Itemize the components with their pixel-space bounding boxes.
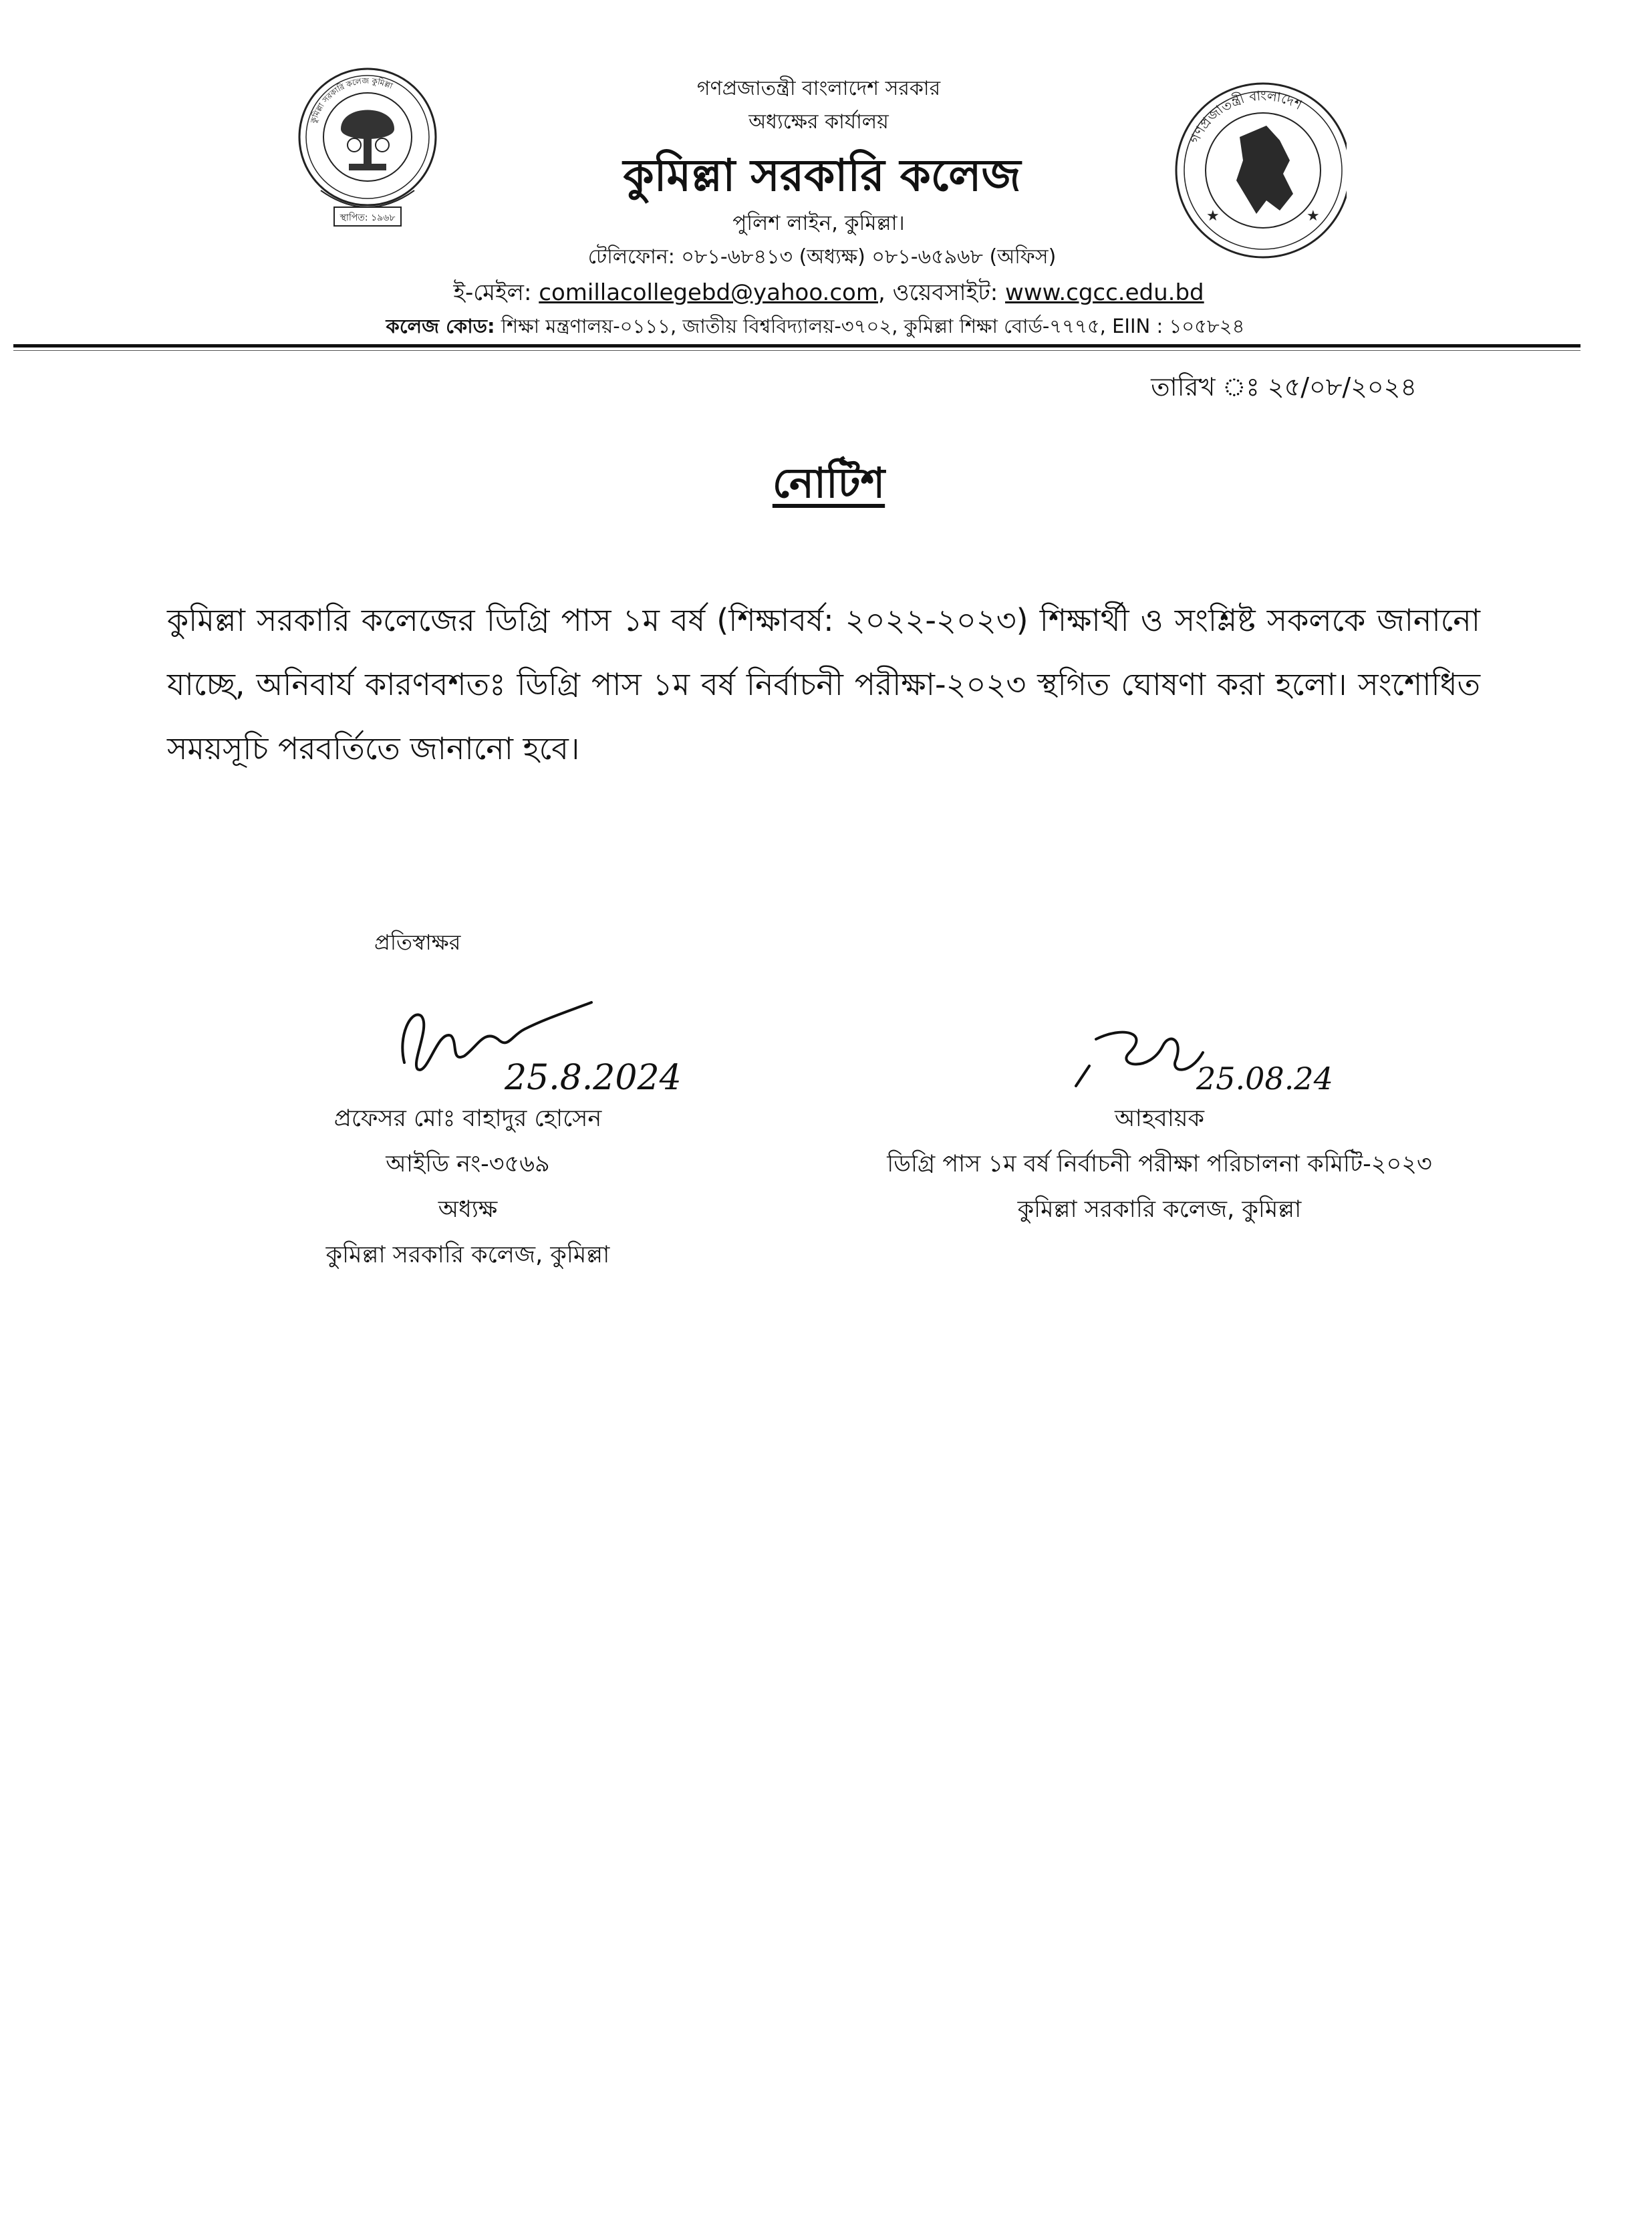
- signatory-right-designation: আহবায়ক: [1115, 1105, 1204, 1132]
- seal-ring-text: গণপ্রজাতন্ত্রী বাংলাদেশ: [1186, 87, 1305, 146]
- college-codes: [294, 311, 1337, 344]
- signature-right-date: 25.08.24: [1196, 1061, 1333, 1097]
- codes-label: কলেজ কোড:: [386, 315, 495, 337]
- college-address: পুলিশ লাইন, কুমিল্লা।: [732, 211, 905, 235]
- notice-title: নোটিশ: [772, 458, 885, 507]
- signatory-right-institution: কুমিল্লা সরকারি কলেজ, কুমিল্লা: [1017, 1196, 1302, 1223]
- email-link[interactable]: comillacollegebd@yahoo.com: [539, 279, 878, 306]
- college-seal-icon: [294, 63, 441, 237]
- codes-text: শিক্ষা মন্ত্রণালয়-০১১১, জাতীয় বিশ্ববিদ্যালয়-৩৭০২, কুমিল্লা শিক্ষা বোর্ড-৭৭৭৫, EIIN : ১০৫৮২৪: [495, 315, 1245, 337]
- header-divider-thin: [13, 350, 1580, 351]
- website-label: , ওয়েবসাইট:: [877, 279, 998, 306]
- signatory-left-id: আইডি নং-৩৫৬৯: [386, 1151, 550, 1177]
- college-phone: টেলিফোন: ০৮১-৬৮৪১৩ (অধ্যক্ষ) ০৮১-৬৫৯৬৮ (অফিস): [587, 245, 1057, 269]
- website-link[interactable]: www.cgcc.edu.bd: [1005, 279, 1204, 306]
- countersign-label: প্রতিস্বাক্ষর: [374, 930, 461, 955]
- signatory-right: [822, 1096, 1497, 1232]
- svg-text:★: ★: [1306, 208, 1320, 225]
- header-divider: [13, 344, 1580, 348]
- signature-left-date: 25.8.2024: [505, 1058, 682, 1098]
- signatory-left: [254, 1096, 682, 1278]
- signatory-right-committee: ডিগ্রি পাস ১ম বর্ষ নির্বাচনী পরীক্ষা পরিচালনা কমিটি-২০২৩: [887, 1151, 1432, 1177]
- signatory-left-institution: কুমিল্লা সরকারি কলেজ, কুমিল্লা: [325, 1242, 610, 1268]
- svg-text:★: ★: [1206, 208, 1220, 225]
- signatory-left-designation: অধ্যক্ষ: [438, 1196, 498, 1223]
- notice-date: তারিখ ঃ ২৫/০৮/২০২৪: [1151, 372, 1417, 402]
- govt-heading: গণপ্রজাতন্ত্রী বাংলাদেশ সরকার: [696, 77, 941, 100]
- contact-line: [374, 275, 1283, 313]
- seal-ring-text: কুমিল্লা সরকারি কলেজ কুমিল্লা: [308, 76, 394, 125]
- signature-left: [391, 989, 738, 1109]
- seal-established-text: স্থাপিত: ১৯৬৮: [339, 213, 396, 223]
- office-heading: অধ্যক্ষের কার্যালয়: [748, 110, 889, 134]
- signatory-left-name: প্রফেসর মোঃ বাহাদুর হোসেন: [333, 1105, 602, 1132]
- bangladesh-govt-seal-icon: [1166, 74, 1347, 267]
- college-name: কুমিল্লা সরকারি কলেজ: [623, 150, 1021, 201]
- notice-body-text: কুমিল্লা সরকারি কলেজের ডিগ্রি পাস ১ম বর্ষ (শিক্ষাবর্ষ: ২০২২-২০২৩) শিক্ষার্থী ও সংশ্লিষ্ট সকলকে জানানো যাচ্ছে, অনিবার্য কারণবশতঃ ডিগ্রি পাস ১ম বর্ষ নির্বাচনী পরীক্ষা-২০২৩ স্থগিত ঘোষণা করা হলো। সংশোধিত সময়সূচি পরবর্তিতে জানানো হবে।: [167, 602, 1480, 767]
- notice-body: [167, 588, 1480, 781]
- email-label: ই-মেইল:: [453, 279, 532, 306]
